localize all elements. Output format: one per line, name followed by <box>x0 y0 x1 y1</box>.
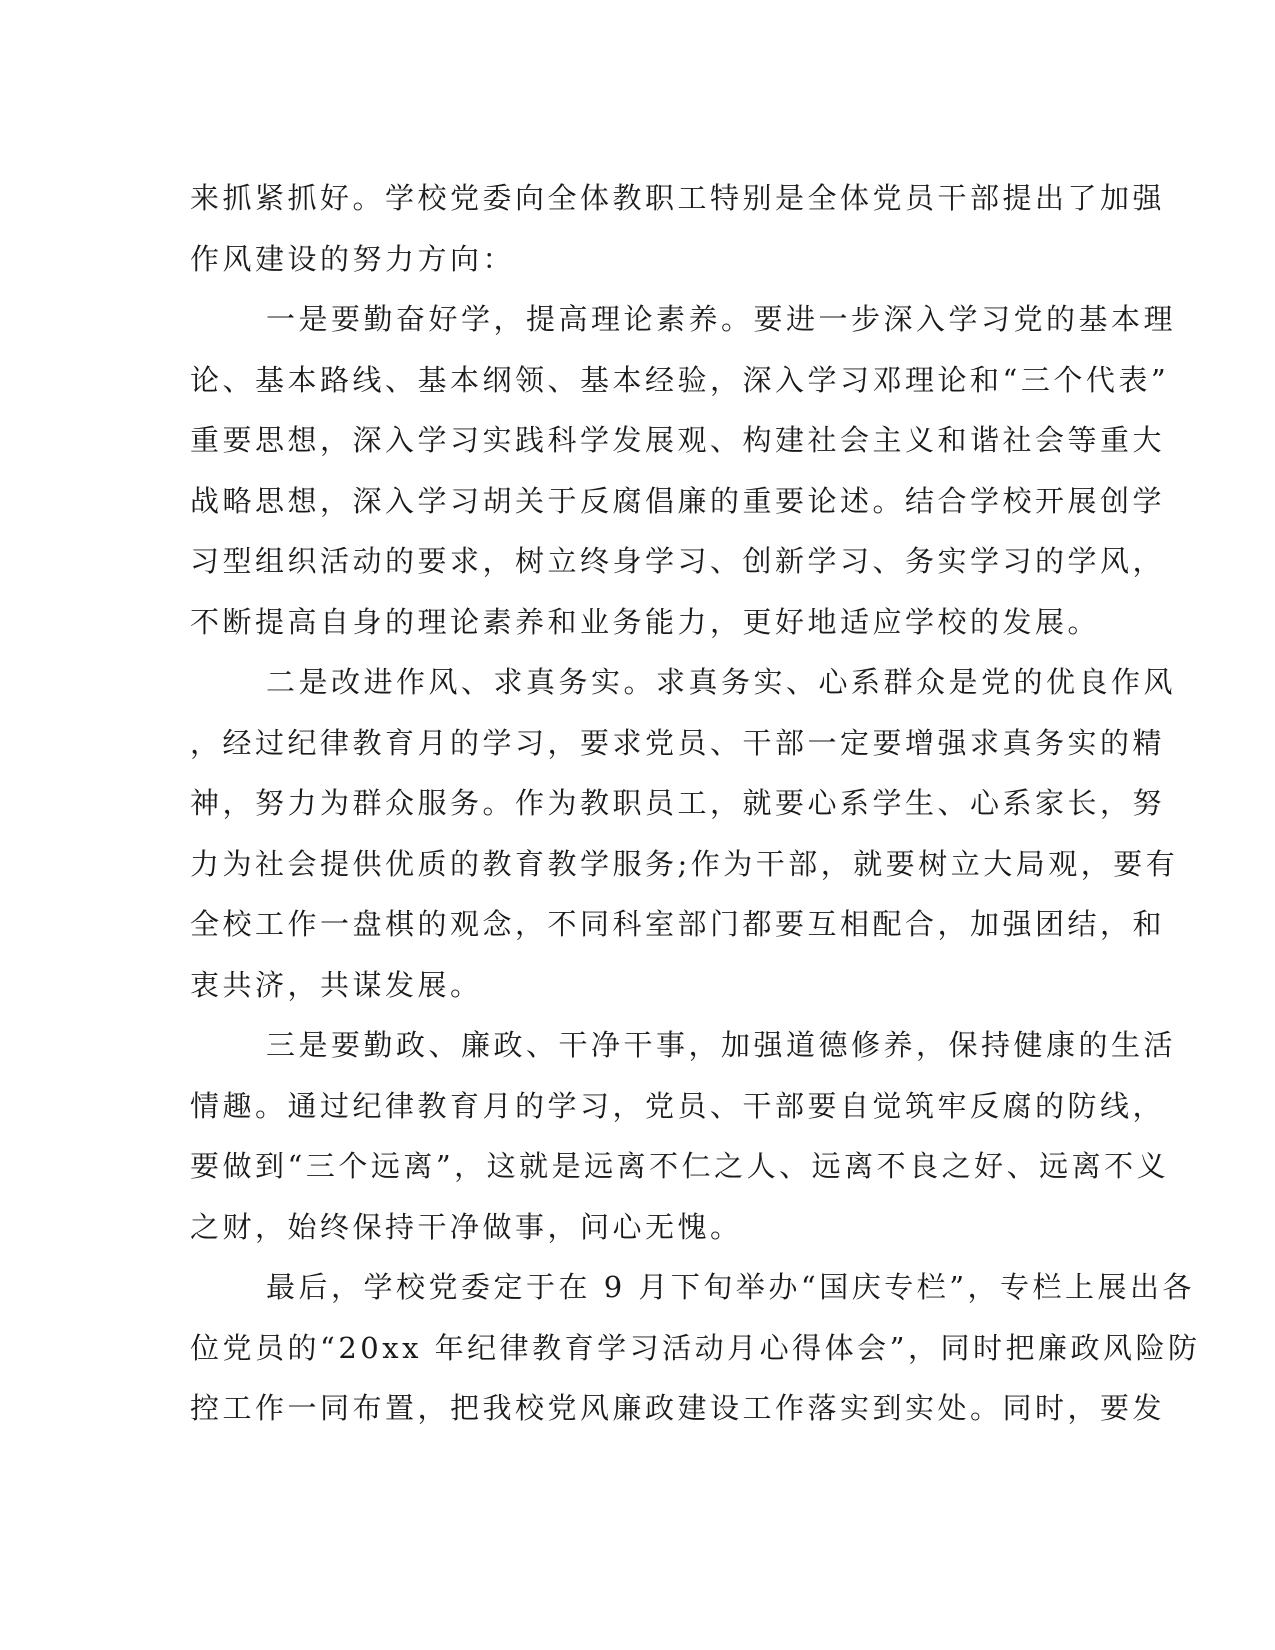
text-line: 重要思想，深入学习实践科学发展观、构建社会主义和谐社会等重大 <box>190 423 1166 457</box>
text-line: 不断提高自身的理论素养和业务能力，更好地适应学校的发展。 <box>190 604 1101 639</box>
text-line: 力为社会提供优质的教育教学服务;作为干部，就要树立大局观，要有 <box>190 846 1179 881</box>
body-text <box>190 168 1201 1439</box>
text-line: 位党员的“20xx 年纪律教育学习活动月心得体会”，同时把廉政风险防 <box>190 1330 1201 1365</box>
text-line: 之财，始终保持干净做事，问心无愧。 <box>190 1209 743 1244</box>
paragraph-start-line: 二是改进作风、求真务实。求真务实、心系群众是党的优良作风 <box>266 665 1177 699</box>
text-line: 要做到“三个远离”，这就是远离不仁之人、远离不良之好、远离不义 <box>190 1149 1170 1183</box>
text-line: 控工作一同布置，把我校党风廉政建设工作落实到实处。同时，要发 <box>190 1391 1166 1425</box>
text-line: 衷共济，共谋发展。 <box>190 967 483 1002</box>
paragraph-start-line: 最后，学校党委定于在 9 月下旬举办“国庆专栏”，专栏上展出各 <box>266 1270 1196 1304</box>
text-line: 情趣。通过纪律教育月的学习，党员、干部要自觉筑牢反腐的防线， <box>190 1088 1166 1123</box>
text-line: 来抓紧抓好。学校党委向全体教职工特别是全体党员干部提出了加强 <box>190 181 1166 215</box>
paragraph-start-line: 三是要勤政、廉政、干净干事，加强道德修养，保持健康的生活 <box>266 1028 1177 1062</box>
text-line: 习型组织活动的要求，树立终身学习、创新学习、务实学习的学风， <box>190 544 1166 578</box>
text-line: ，经过纪律教育月的学习，要求党员、干部一定要增强求真务实的精 <box>190 725 1166 760</box>
text-line: 神，努力为群众服务。作为教职员工，就要心系学生、心系家长，努 <box>190 786 1166 820</box>
text-line: 全校工作一盘棋的观念，不同科室部门都要互相配合，加强团结，和 <box>190 907 1166 941</box>
paragraph-start-line: 一是要勤奋好学，提高理论素养。要进一步深入学习党的基本理 <box>266 302 1177 336</box>
text-line: 作风建设的努力方向： <box>190 241 516 276</box>
text-line: 论、基本路线、基本纲领、基本经验，深入学习邓理论和“三个代表” <box>190 362 1170 397</box>
text-line: 战略思想，深入学习胡关于反腐倡廉的重要论述。结合学校开展创学 <box>190 483 1166 518</box>
